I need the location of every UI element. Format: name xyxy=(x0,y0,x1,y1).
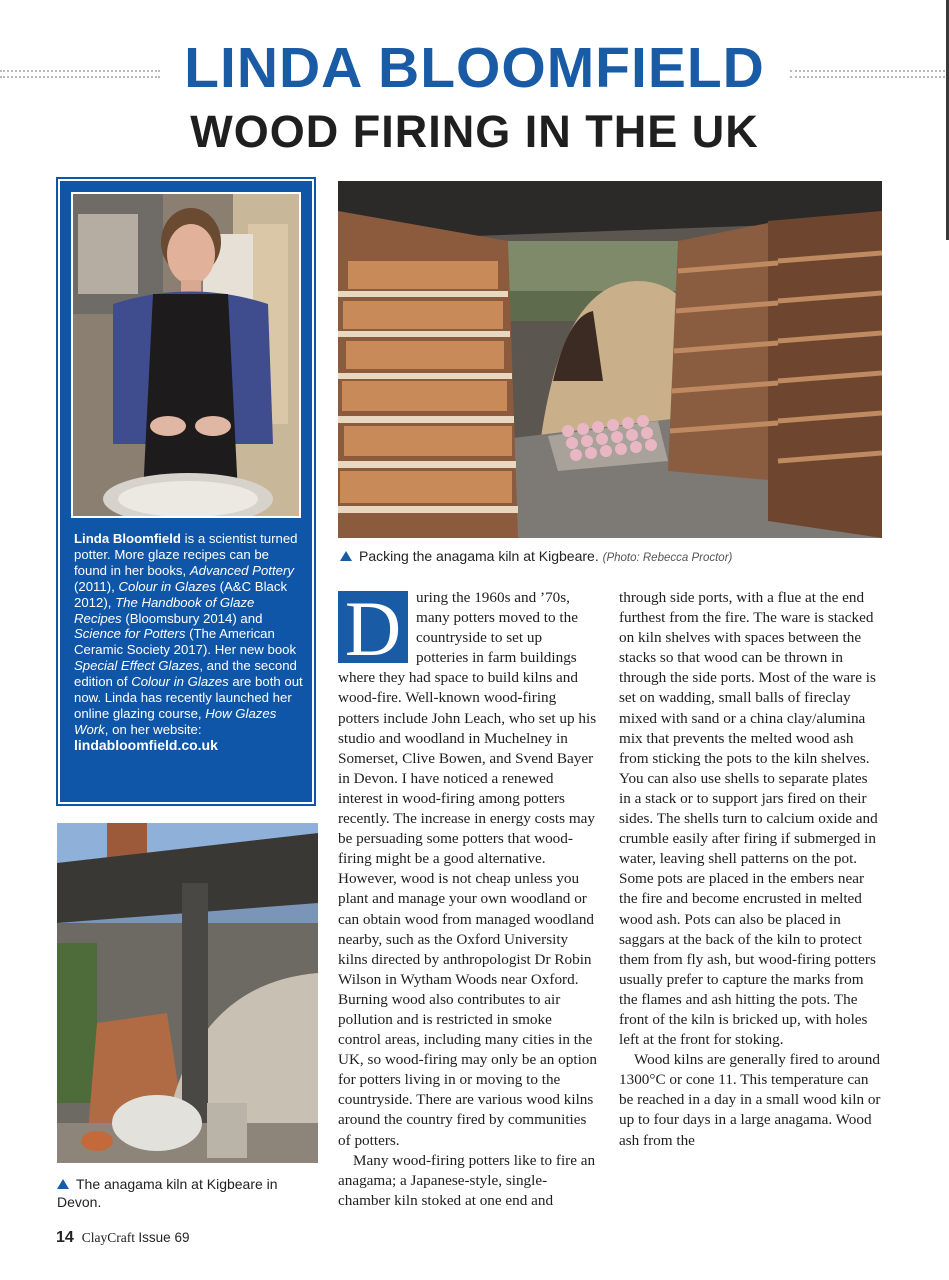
paragraph-text: Wood kilns are generally fired to around 1300°C or cone 11. This temperature can be reached in a day in a small wood kiln or up to four days in a large anagama. Wood ash from the xyxy=(619,1051,881,1149)
caption-text: Packing the anagama kiln at Kigbeare. xyxy=(359,548,599,564)
article-paragraph xyxy=(619,1050,883,1150)
top-photo-caption xyxy=(340,548,732,564)
author-bio-text xyxy=(74,531,304,754)
caption-triangle-icon xyxy=(340,551,352,561)
paragraph-text: Many wood-firing potters like to fire an anagama; a Japanese-style, single-chamber kiln stoked at one end and xyxy=(338,1151,596,1209)
book-title: Advanced Pottery xyxy=(189,562,294,578)
page-number: 14 xyxy=(56,1229,74,1246)
drop-cap: D xyxy=(338,591,408,663)
caption-triangle-icon xyxy=(57,1179,69,1189)
bio-text-segment: are both out now. Linda has recently launched her online glazing course, xyxy=(74,674,303,721)
bio-text-segment: (Bloomsbury 2014) and xyxy=(121,610,263,626)
author-name: Linda Bloomfield xyxy=(74,531,181,546)
bio-text-segment: is a scientist turned potter. More glaze recipes can be found in her books, xyxy=(74,531,298,578)
author-photo xyxy=(71,192,301,518)
article-subtitle: WOOD FIRING IN THE UK xyxy=(190,106,759,157)
book-title: Colour in Glazes xyxy=(118,578,216,594)
article-column-2 xyxy=(619,588,883,1151)
issue-number: Issue 69 xyxy=(138,1230,190,1245)
bio-text-segment: (2011), xyxy=(74,578,119,594)
page-footer xyxy=(56,1229,189,1247)
article-paragraph xyxy=(338,585,598,1151)
bio-text-segment: (A&C Black 2012), xyxy=(74,578,288,610)
paragraph-text: uring the 1960s and ’70s, many potters moved to the countryside to set up potteries in farm buildings where they had space to build kilns and wood-fire. Well-known wood-firing potters include John Leach, who set up his studio and woodland in Muchelney in Somerset, Clive Bowen, and Svend Bayer in Devon. I have noticed a renewed interest in wood-firing among potters recently. The increase in energy costs may be persuading some potters that wood-firing might be a good alternative. However, wood is not cheap unless you plant and manage your own woodland or can obtain wood from managed woodland nearby, such as the Oxford University kilns directed by anthropologist Dr Robin Wilson in Wytham Woods near Oxford. Burning wood also contributes to air pollution and is restricted in smoke control areas, including many cities in the UK, so wood-firing may only be an option for potters living in or moving to the countryside. There are various wood kilns around the country fired by communities of potters. xyxy=(338,589,597,1149)
kiln-packing-photo xyxy=(338,181,882,538)
book-title: Special Effect Glazes xyxy=(74,658,200,674)
article-paragraph-continued: through side ports, with a flue at the end furthest from the fire. The ware is stacked on kiln shelves with spaces between the stacks so that wood can be thrown in through the side ports. Most of the ware is set on wadding, small balls of fireclay mixed with sand or a china clay/alumina mix that prevents the melted wood ash from sticking the pots to the kiln shelves. You can also use shells to separate plates in a stack or to support jars fired on their sides. The shells turn to calcium oxide and crumble easily after firing if submerged in water, leaving shell patterns on the pot. Some pots are placed in the embers near the fire and become encrusted in melted wood ash. Pots can also be placed in saggars at the back of the kiln to protect them from fly ash, but wood-firing potters usually prefer to capture the marks from the flames and ash hitting the pots. The front of the kiln is bricked up, with holes left at the front for stoking. xyxy=(619,589,878,1049)
left-photo-caption xyxy=(57,1175,319,1211)
course-title: How Glazes Work xyxy=(74,705,277,737)
author-bio-box xyxy=(58,179,314,804)
website-link[interactable]: lindabloomfield.co.uk xyxy=(74,736,218,753)
anagama-kiln-photo xyxy=(57,823,318,1163)
magazine-name: ClayCraft xyxy=(81,1230,136,1245)
book-title: The Handbook of Glaze Recipes xyxy=(74,594,255,626)
book-title: Colour in Glazes xyxy=(131,674,229,690)
caption-text: The anagama kiln at Kigbeare in Devon. xyxy=(57,1176,278,1210)
bio-text-segment: (The American Ceramic Society 2017). Her new book xyxy=(74,626,297,658)
bio-text-segment: , and the second edition of xyxy=(74,658,297,690)
bio-text-segment: , on her website: xyxy=(104,721,202,737)
article-paragraph xyxy=(338,1151,598,1211)
photo-credit: (Photo: Rebecca Proctor) xyxy=(602,552,733,564)
article-column-1 xyxy=(338,585,598,1211)
book-title: Science for Potters xyxy=(74,626,186,642)
article-title: LINDA BLOOMFIELD xyxy=(184,36,765,100)
